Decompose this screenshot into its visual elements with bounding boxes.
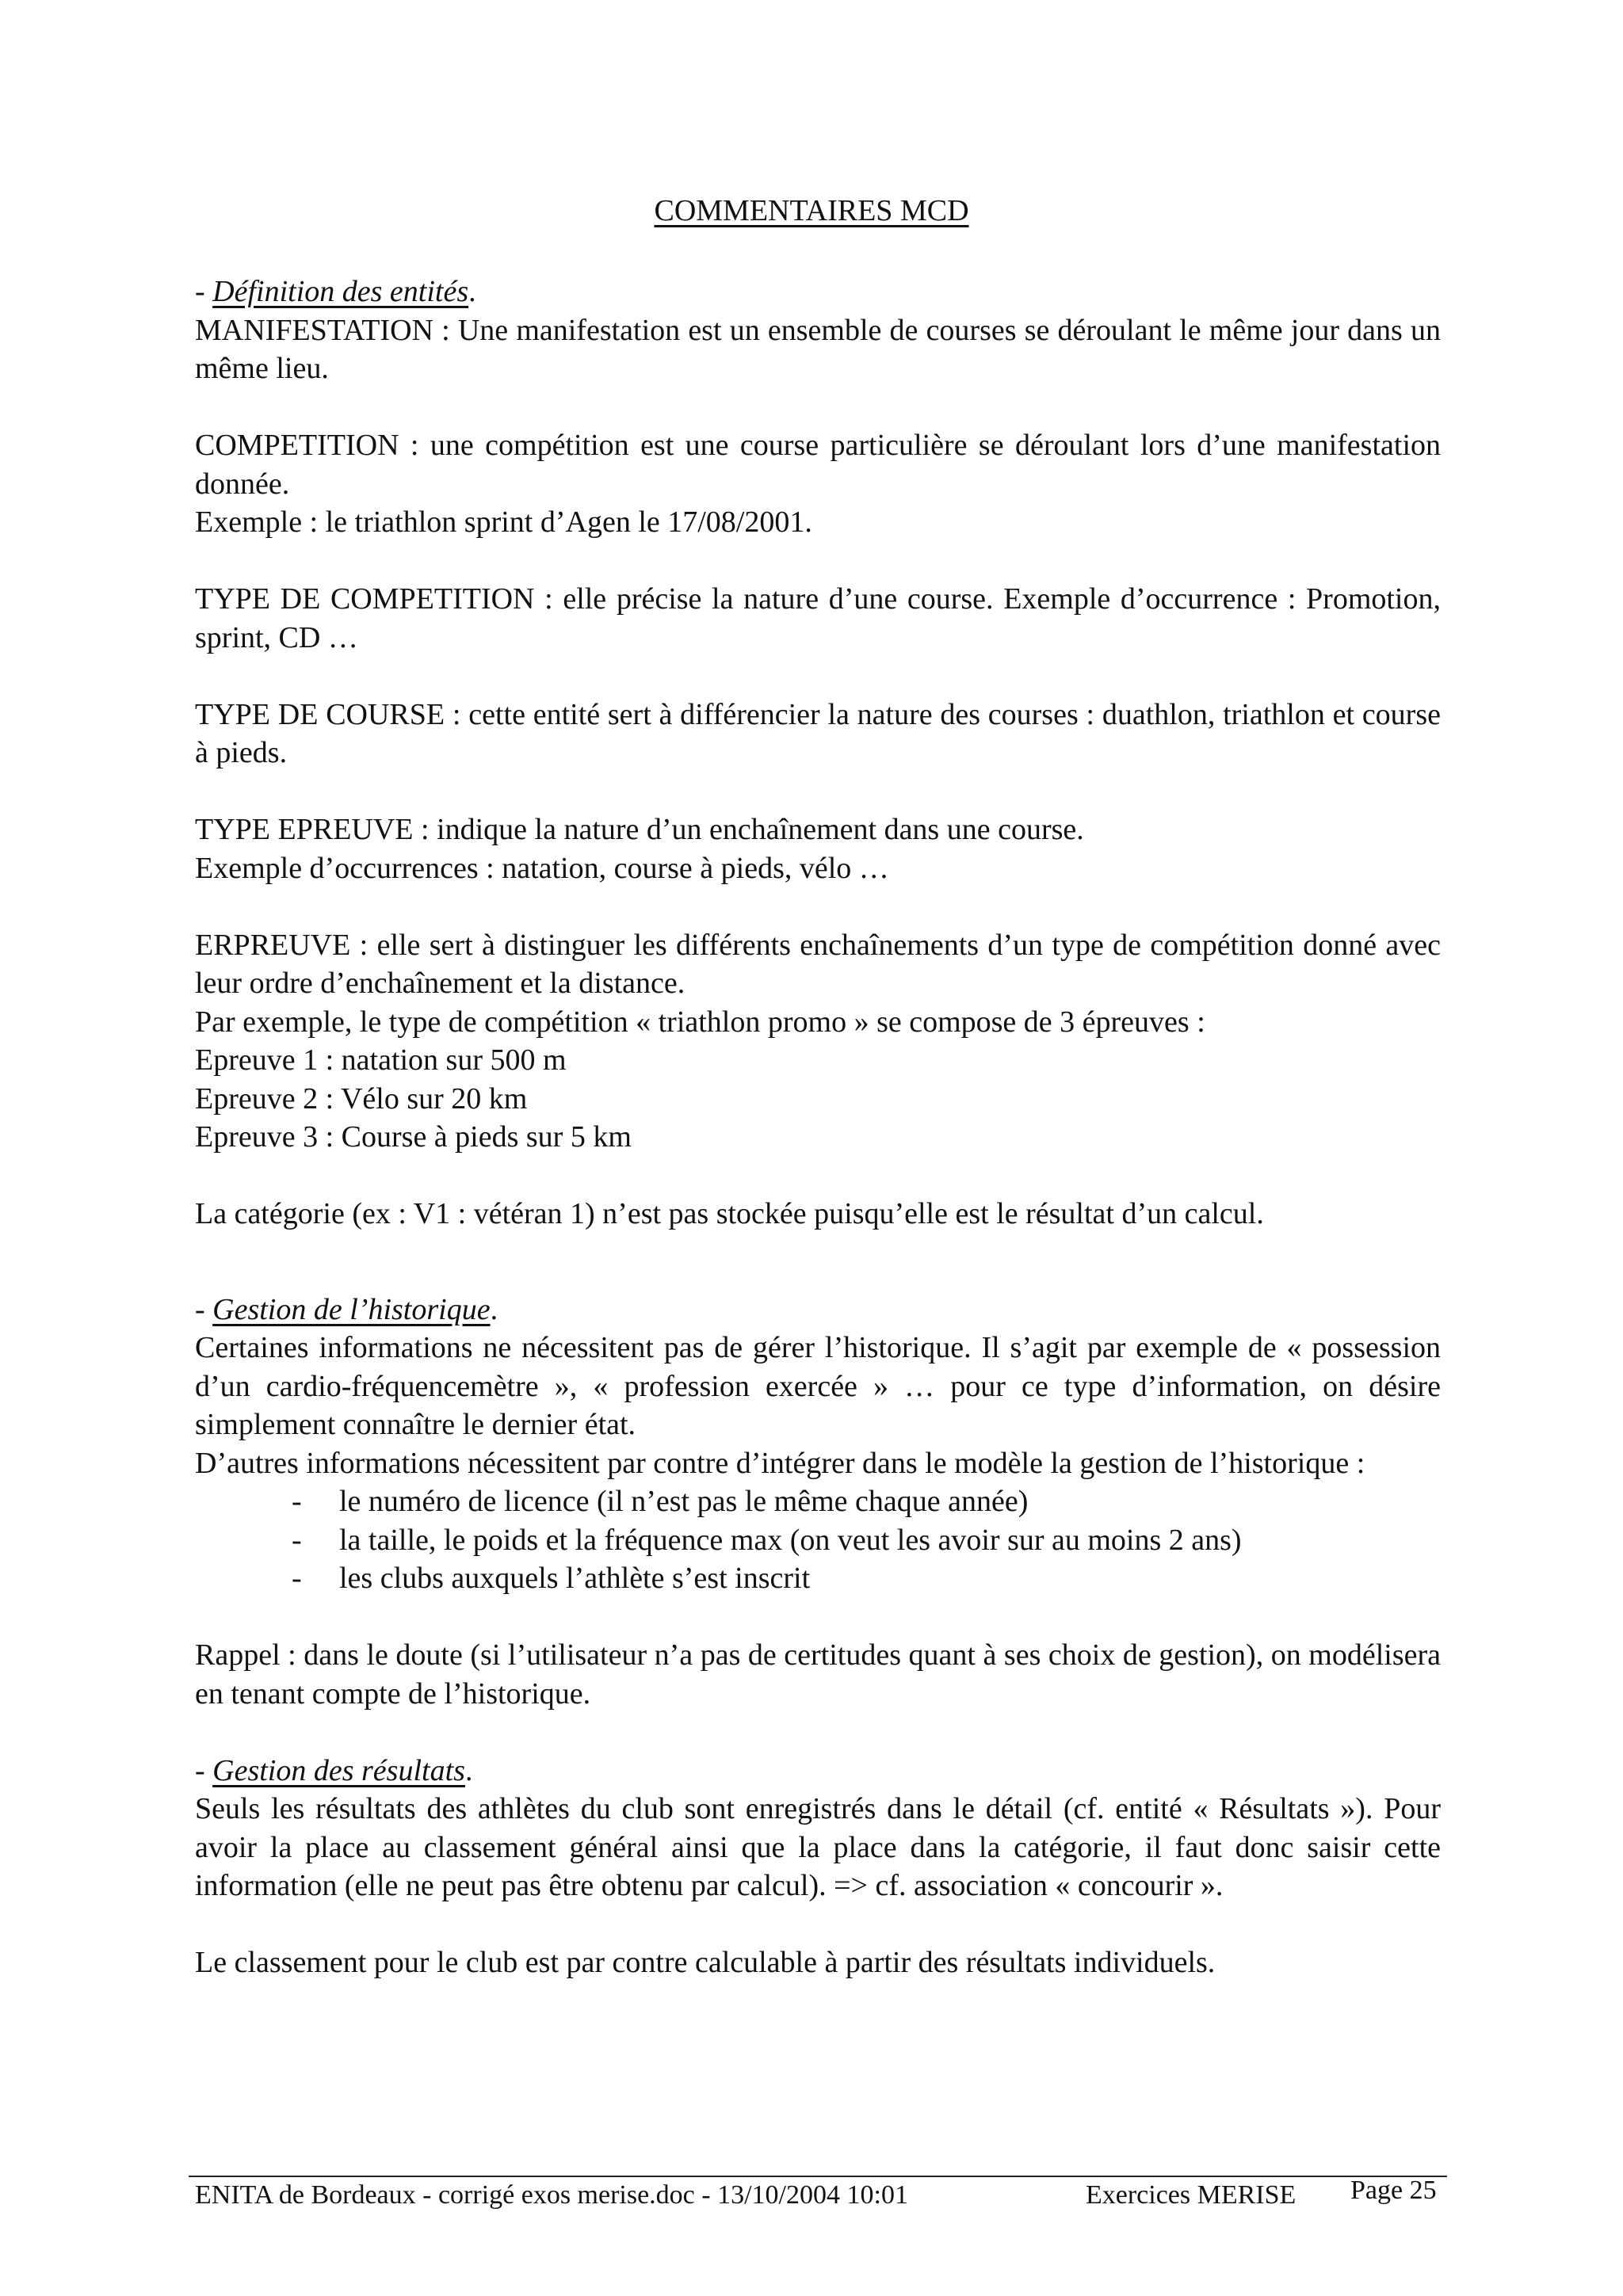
epreuve-line: Epreuve 1 : natation sur 500 m	[195, 1043, 567, 1077]
list-item: - le numéro de licence (il n’est pas le même chaque année)	[292, 1482, 1441, 1521]
section-heading-definitions: - Définition des entités.	[195, 275, 476, 308]
paragraph-type-epreuve-example: Exemple d’occurrences : natation, course à pieds, vélo …	[195, 851, 889, 885]
footer-document-info: ENITA de Bordeaux - corrigé exos merise.doc - 13/10/2004 10:01	[195, 2180, 908, 2210]
footer-page-number: Page 25	[1350, 2176, 1437, 2205]
list-item: - la taille, le poids et la fréquence max (on veut les avoir sur au moins 2 ans)	[292, 1521, 1441, 1560]
paragraph-type-competition: TYPE DE COMPETITION : elle précise la nature d’une course. Exemple d’occurrence : Promotion, sprint, CD …	[195, 582, 1441, 654]
paragraph-categorie: La catégorie (ex : V1 : vétéran 1) n’est pas stockée puisqu’elle est le résultat d’un calcul.	[195, 1197, 1264, 1230]
section-heading-historique: - Gestion de l’historique.	[195, 1292, 498, 1326]
paragraph-type-course: TYPE DE COURSE : cette entité sert à différencier la nature des courses : duathlon, triathlon et course à pieds.	[195, 697, 1441, 769]
paragraph-resultats-2: Le classement pour le club est par contre calculable à partir des résultats individuels.	[195, 1946, 1216, 1979]
paragraph-competition-example: Exemple : le triathlon sprint d’Agen le 17/08/2001.	[195, 505, 812, 539]
document-body	[195, 273, 1441, 1982]
paragraph-erpreuve-example: Par exemple, le type de compétition « triathlon promo » se compose de 3 épreuves :	[195, 1005, 1205, 1039]
section-heading-resultats: - Gestion des résultats.	[195, 1753, 473, 1787]
paragraph-resultats-1: Seuls les résultats des athlètes du club sont enregistrés dans le détail (cf. entité « Résultats »). Pour avoir la place au classement général ainsi que la place dans la catégorie, il faut donc saisir cette information (elle ne peut pas être obtenu par calcul). => cf. association « concourir ».	[195, 1792, 1441, 1902]
paragraph-manifestation: MANIFESTATION : Une manifestation est un ensemble de courses se déroulant le même jour dans un même lieu.	[195, 313, 1441, 385]
paragraph-rappel: Rappel : dans le doute (si l’utilisateur n’a pas de certitudes quant à ses choix de gestion), on modélisera en tenant compte de l’historique.	[195, 1638, 1441, 1711]
footer-course-title: Exercices MERISE	[1086, 2180, 1296, 2210]
footer-divider	[189, 2176, 1447, 2177]
paragraph-historique-1: Certaines informations ne nécessitent pas de gérer l’historique. Il s’agit par exemple de « possession d’un cardio-fréquencemètre », « profession exercée » … pour ce type d’information, on désire simplement connaître le dernier état.	[195, 1331, 1441, 1441]
page-title: COMMENTAIRES MCD	[654, 194, 969, 227]
epreuve-line: Epreuve 2 : Vélo sur 20 km	[195, 1081, 528, 1116]
epreuve-line: Epreuve 3 : Course à pieds sur 5 km	[195, 1120, 632, 1154]
paragraph-competition: COMPETITION : une compétition est une course particulière se déroulant lors d’une manifestation donnée.	[195, 429, 1441, 501]
paragraph-erpreuve: ERPREUVE : elle sert à distinguer les différents enchaînements d’un type de compétition donné avec leur ordre d’enchaînement et la distance.	[195, 928, 1441, 1000]
historique-list	[195, 1482, 1441, 1598]
list-item: - les clubs auxquels l’athlète s’est inscrit	[292, 1559, 1441, 1598]
paragraph-type-epreuve: TYPE EPREUVE : indique la nature d’un enchaînement dans une course.	[195, 813, 1084, 846]
paragraph-historique-2: D’autres informations nécessitent par contre d’intégrer dans le modèle la gestion de l’historique :	[195, 1446, 1365, 1480]
